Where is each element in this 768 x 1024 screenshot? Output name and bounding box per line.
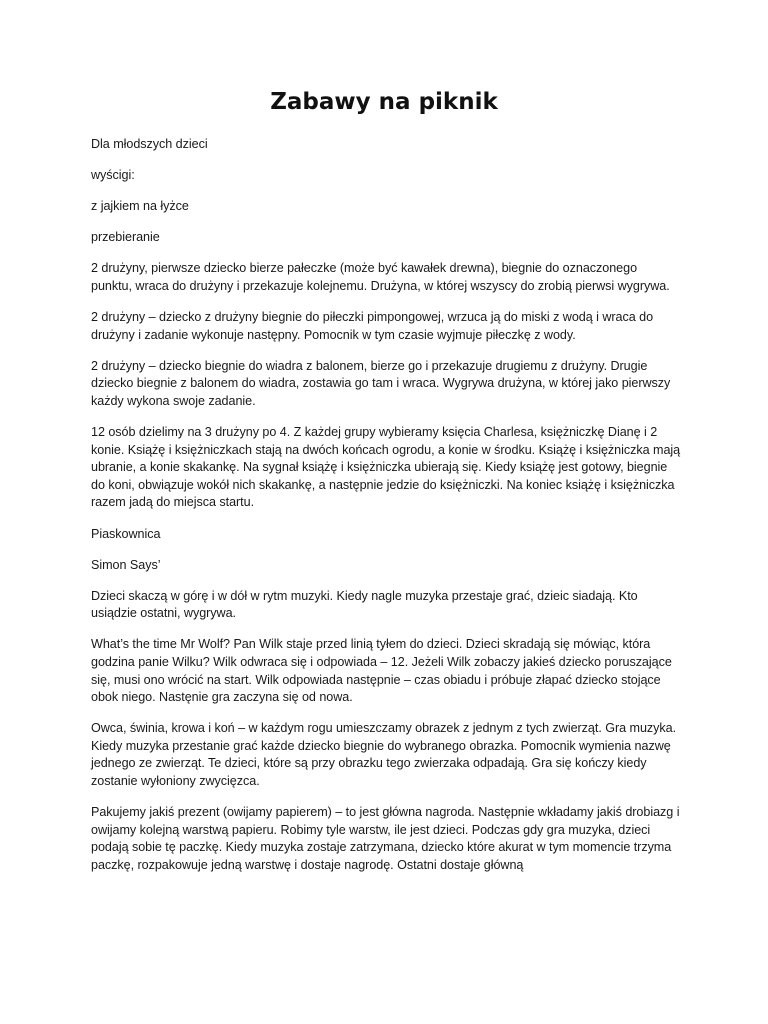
paragraph: z jajkiem na łyżce [91,199,189,214]
paragraph: Owca, świnia, krowa i koń – w każdym rogu umieszczamy obrazek z jednym z tych zwierząt. Gra muzyka. Kiedy muzyka przestanie grać każde dziecko biegnie do wybranego obrazka. Pomocnik wymienia nazwę jednego ze zwierząt. Te dzieci, które są przy obrazku tego zwierzaka odpadają. Gra się kończy kiedy zostanie wyłoniony zwycięzca. [91,721,677,789]
paragraph: 2 drużyny – dziecko biegnie do wiadra z balonem, bierze go i przekazuje drugiemu z drużyny. Drugie dziecko biegnie z balonem do wiadra, zostawia go tam i wraca. Wygrywa drużyna, w której jako pierwszy każdy wykona swoje zadanie. [91,358,671,408]
paragraph: przebieranie [91,230,160,245]
paragraph: Pakujemy jakiś prezent (owijamy papierem) – to jest główna nagroda. Następnie wkładamy jakiś drobiazg i owijamy kolejną warstwą papieru. Robimy tyle warstw, ile jest dzieci. Podczas gdy gra muzyka, dzieci podają sobie tę paczkę. Kiedy muzyka zostaje zatrzymana, dziecko które akurat w tym momencie trzyma paczkę, rozpakowuje jedną warstwę i dostaje nagrodę. Ostatni dostaje główną [91,805,680,872]
paragraph: Dla młodszych dzieci [91,137,208,151]
paragraph: Piaskownica [91,526,161,541]
paragraph: What’s the time Mr Wolf? Pan Wilk staje przed linią tyłem do dzieci. Dzieci skradają się mówiąc, która godzina panie Wilku? Wilk odwraca się i odpowiada – 12. Jeżeli Wilk zobaczy jakieś dziecko poruszające się, musi ono wrócić na start. Wilk odpowiada następnie – czas obiadu i próbuje złapać dziecko stojące obok niego. Nastęnie gra zaczyna się od nowa. [91,637,672,705]
paragraph: Simon Says’ [91,557,161,572]
paragraph: Dzieci skaczą w górę i w dół w rytm muzyki. Kiedy nagle muzyka przestaje grać, dzieic siadają. Kto usiądzie ostatni, wygrywa. [91,588,638,621]
paragraph: 12 osób dzielimy na 3 drużyny po 4. Z każdej grupy wybieramy księcia Charlesa, księżniczkę Dianę i 2 konie. Książę i księżniczkach stają na dwóch końcach ogrodu, a konie w środku. Książę i księżniczka mają ubranie, a konie skakankę. Na sygnał książę i księżniczka ubierają się. Kiedy książę jest gotowy, biegnie do koni, obwiązuje wokół nich skakankę, a następnie jedzie do księżniczki. Na koniec książę i księżniczka razem jadą do miejsca startu. [91,425,681,510]
document-body [91,136,681,875]
paragraph: 2 drużyny, pierwsze dziecko bierze pałeczke (może być kawałek drewna), biegnie do oznaczonego punktu, wraca do drużyny i przekazuje kolejnemu. Drużyna, w której wszyscy do zrobią pierwsi wygrywa. [91,261,670,293]
paragraph: wyścigi: [91,168,135,183]
paragraph: 2 drużyny – dziecko z drużyny biegnie do piłeczki pimpongowej, wrzuca ją do miski z wodą i wraca do drużyny i zadanie wykonuje następny. Pomocnik w tym czasie wyjmuje piłeczkę z wody. [91,310,654,342]
page-title: Zabawy na piknik [270,89,498,115]
